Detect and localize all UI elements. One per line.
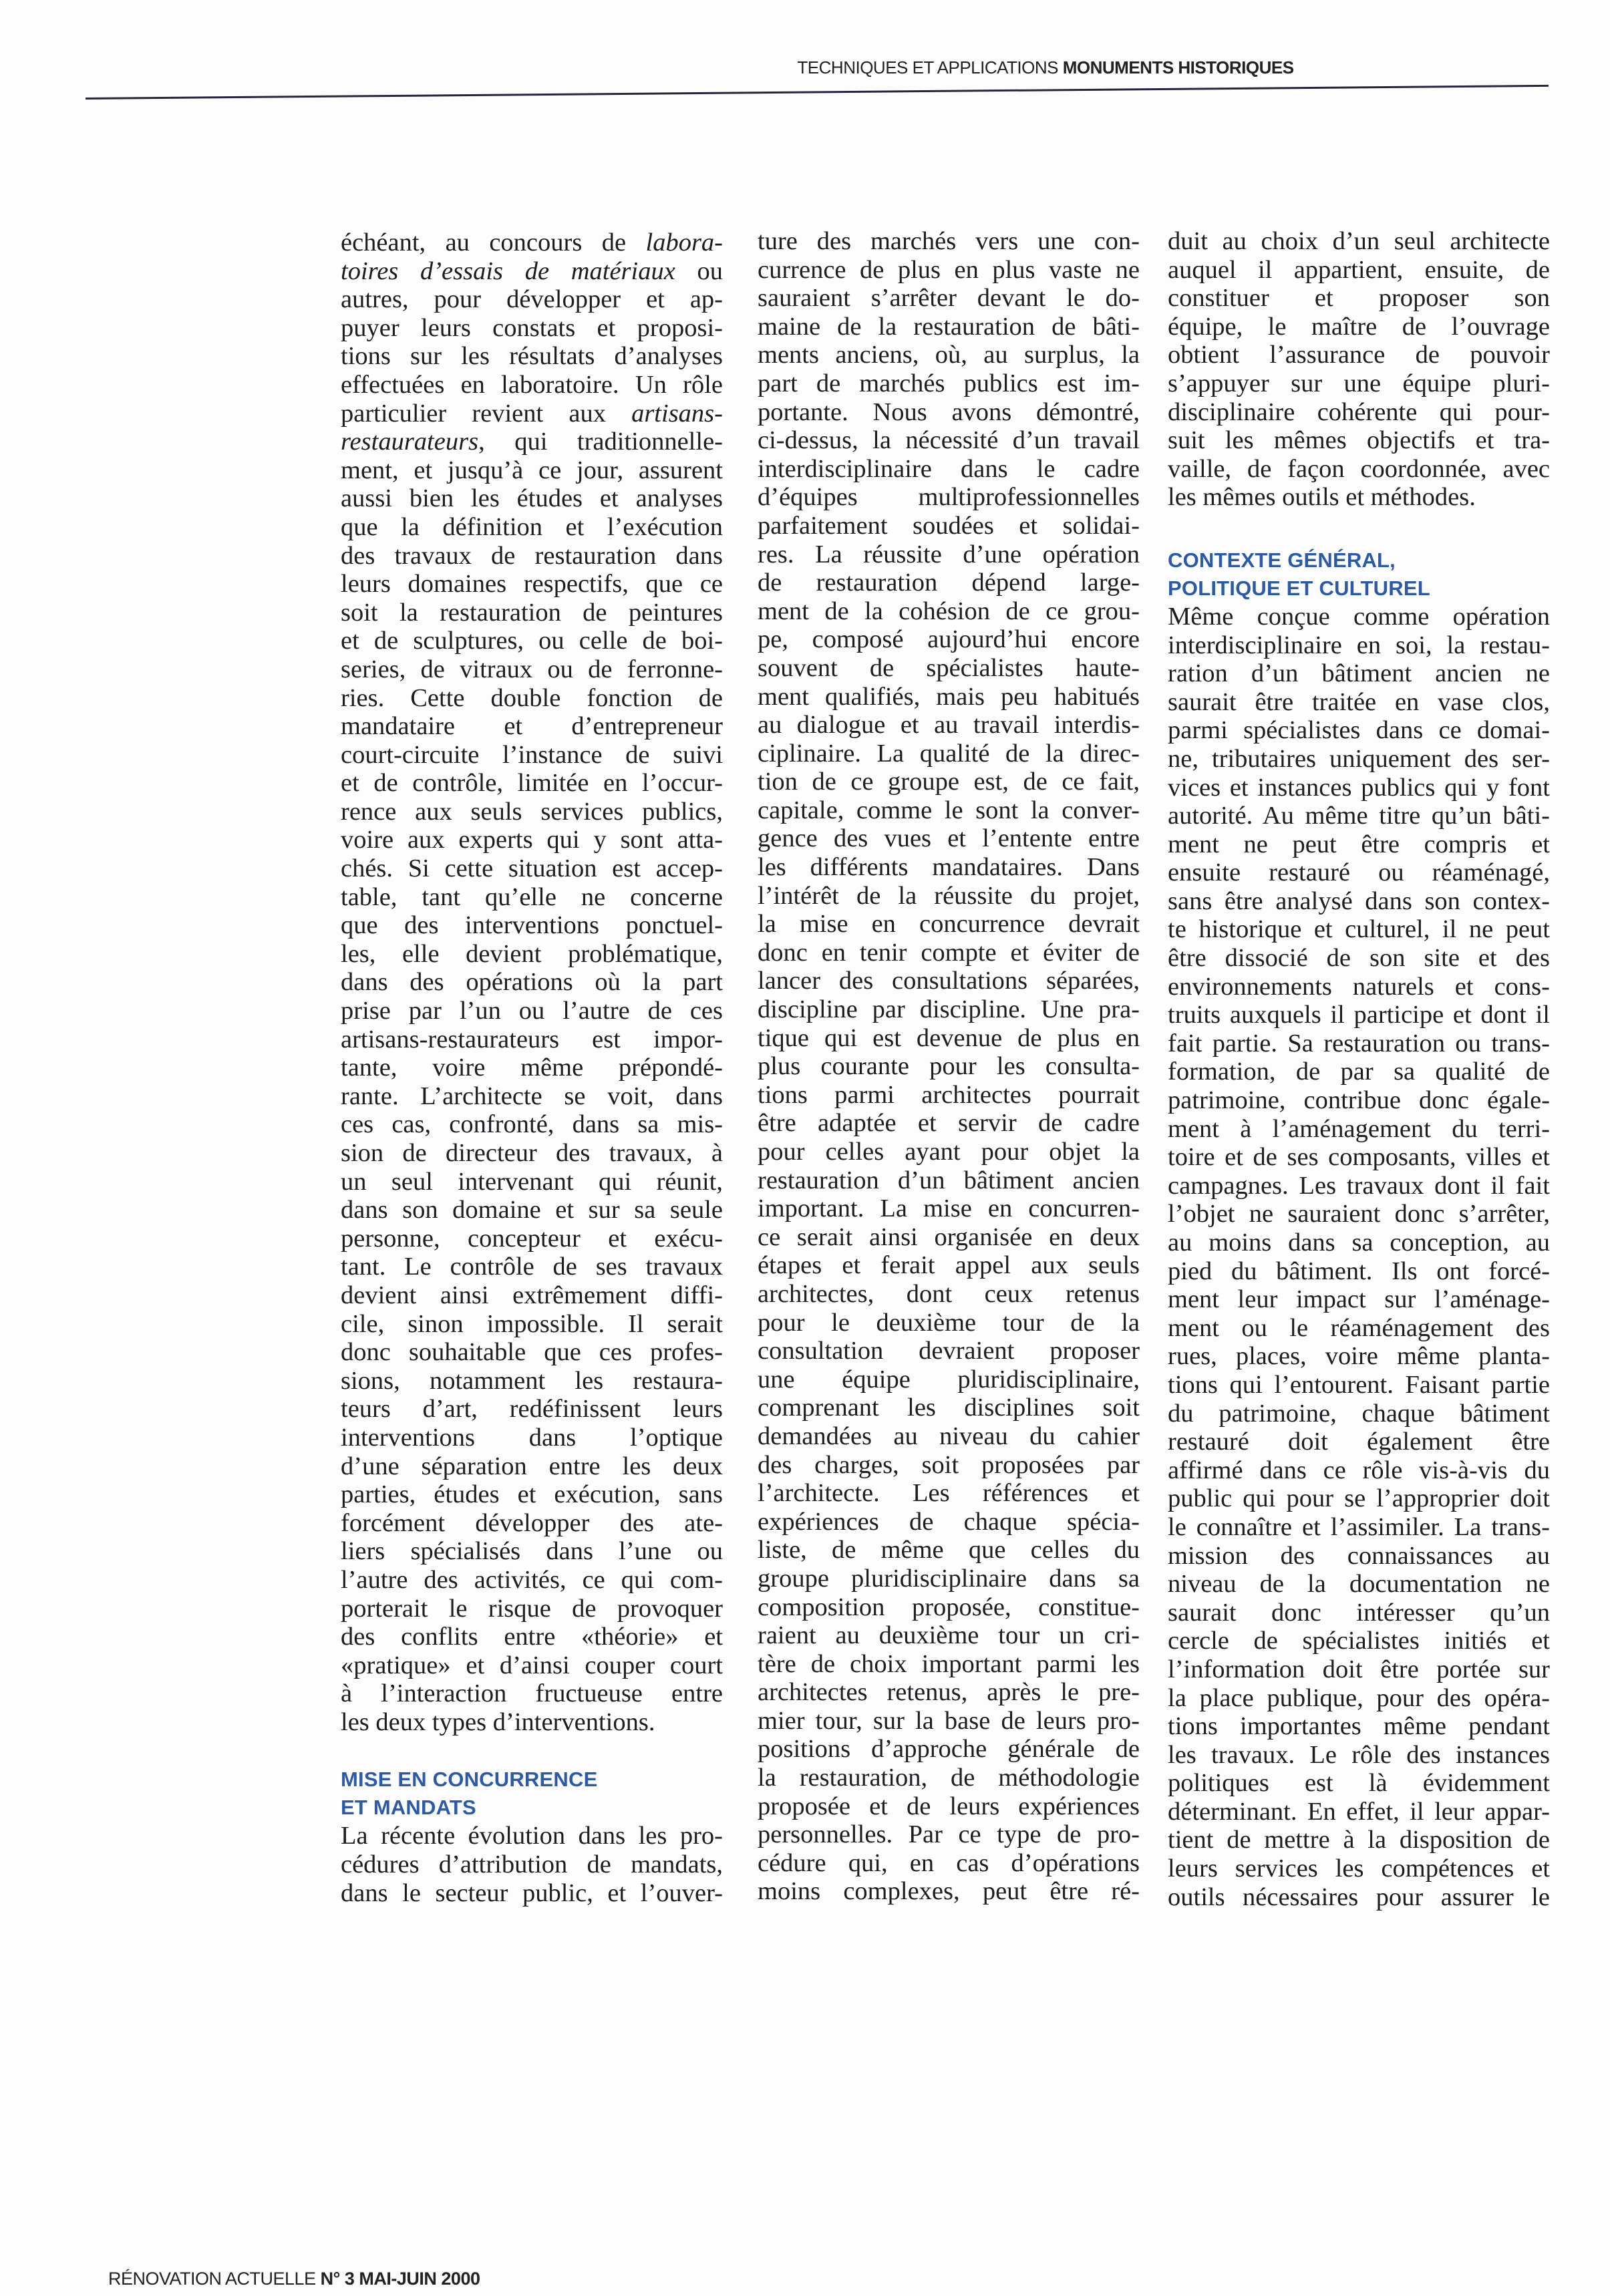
text-line: plus courante pour les consulta- [758,1052,1140,1081]
text-line: aussi bien les études et analyses [341,484,723,513]
paragraph [341,1822,723,1907]
text-line: ce serait ainsi organisée en deux [758,1222,1140,1251]
text-line: les deux types d’interventions. [341,1707,655,1736]
text-line: consultation devraient proposer [758,1337,1140,1365]
running-head [0,57,1610,78]
text-line: tant. Le contrôle de ses travaux [341,1253,723,1281]
text-line: d’équipes multiprofessionnelles [758,483,1140,512]
text-line: que des interventions ponctuel- [341,911,723,940]
text-line: liers spécialisés dans l’une ou [341,1537,723,1566]
text-line: particulier revient aux artisans- [341,399,723,428]
text-line: souvent de spécialistes haute- [758,653,1140,682]
text-line: ci-dessus, la nécessité d’un travail [758,426,1140,455]
text-line: public qui pour se l’approprier doit [1168,1484,1550,1513]
footer-publication: RÉNOVATION ACTUELLE [108,2269,316,2289]
text-line: au dialogue et au travail interdis- [758,711,1140,740]
heading-line: CONTEXTE GÉNÉRAL, [1168,548,1396,572]
text-line: moins complexes, peut être ré- [758,1877,1140,1906]
text-line: raient au deuxième tour un cri- [758,1621,1140,1650]
text-line: ries. Cette double fonction de [341,683,723,712]
text-line: part de marchés publics est im- [758,369,1140,397]
text-line: rante. L’architecte se voit, dans [341,1082,723,1110]
text-line: parties, études et exécution, sans [341,1480,723,1509]
footer-issue: N° 3 MAI-JUIN 2000 [320,2269,480,2289]
text-line: l’intérêt de la réussite du projet, [758,881,1140,910]
page-footer [108,2269,480,2289]
text-line: series, de vitraux ou de ferronne- [341,655,723,683]
text-line: environnements naturels et cons- [1168,972,1550,1001]
text-line: vaille, de façon coordonnée, avec [1168,454,1550,483]
text-line: de restauration dépend large- [758,568,1140,597]
text-line: affirmé dans ce rôle vis-à-vis du [1168,1456,1550,1484]
text-line: mier tour, sur la base de leurs pro- [758,1706,1140,1735]
text-line: constituer et proposer son [1168,284,1550,313]
text-line: saurait donc intéresser qu’un [1168,1598,1550,1627]
text-line: ture des marchés vers une con- [758,227,1140,255]
text-line: le connaître et l’assimiler. La trans- [1168,1512,1550,1541]
text-line: ne, tributaires uniquement des ser- [1168,744,1550,773]
text-line: pied du bâtiment. Ils ont forcé- [1168,1257,1550,1285]
text-line: toires d’essais de matériaux ou [341,257,723,285]
text-line: restauré doit également être [1168,1428,1550,1456]
text-line: portante. Nous avons démontré, [758,397,1140,426]
text-line: les travaux. Le rôle des instances [1168,1740,1550,1769]
text-line: tique qui est devenue de plus en [758,1023,1140,1052]
text-line: dans des opérations où la part [341,968,723,997]
text-line: outils nécessaires pour assurer le [1168,1882,1550,1911]
text-line: niveau de la documentation ne [1168,1570,1550,1599]
text-line: comprenant les disciplines soit [758,1393,1140,1422]
text-line: expériences de chaque spécia- [758,1507,1140,1536]
text-line: ment à l’aménagement du terri- [1168,1114,1550,1143]
text-line: pe, composé aujourd’hui encore [758,625,1140,654]
text-line: artisans-restaurateurs est impor- [341,1025,723,1053]
text-line: truits auxquels il participe et dont il [1168,1001,1550,1029]
text-line: obtient l’assurance de pouvoir [1168,341,1550,369]
heading-line: POLITIQUE ET CULTUREL [1168,576,1430,600]
text-line: des travaux de restauration dans [341,541,723,570]
text-line: «pratique» et d’ainsi couper court [341,1651,723,1679]
text-line: ration d’un bâtiment ancien ne [1168,659,1550,688]
text-line: leurs domaines respectifs, que ce [341,570,723,599]
text-line: des charges, soit proposées par [758,1450,1140,1479]
text-line: interdisciplinaire en soi, la restau- [1168,631,1550,659]
text-line: que la définition et l’exécution [341,512,723,541]
text-line: rues, places, voire même planta- [1168,1342,1550,1371]
text-line: disciplinaire cohérente qui pour- [1168,397,1550,426]
text-line: mission des connaissances au [1168,1541,1550,1570]
text-line: cédures d’attribution de mandats, [341,1850,723,1879]
text-line: sion de directeur des travaux, à [341,1139,723,1167]
text-line: Même conçue comme opération [1168,602,1550,631]
text-line: saurait être traitée en vase clos, [1168,687,1550,716]
text-line: l’objet ne sauraient donc s’arrêter, [1168,1200,1550,1228]
text-line: être adaptée et servir de cadre [758,1109,1140,1138]
text-line: à l’interaction fructueuse entre [341,1679,723,1708]
text-line: l’architecte. Les références et [758,1479,1140,1508]
text-line: des conflits entre «théorie» et [341,1623,723,1651]
running-head-rubric: MONUMENTS HISTORIQUES [1062,57,1294,77]
text-line: devient ainsi extrêmement diffi- [341,1281,723,1309]
paragraph [341,228,723,1736]
text-line: ment, et jusqu’à ce jour, assurent [341,456,723,484]
text-line: composition proposée, constitue- [758,1593,1140,1621]
header-rule [86,85,1549,100]
text-line: fait partie. Sa restauration ou trans- [1168,1029,1550,1057]
text-line: liste, de même que celles du [758,1536,1140,1565]
text-line: cercle de spécialistes initiés et [1168,1627,1550,1655]
text-line: tions parmi architectes pourrait [758,1080,1140,1109]
text-line: personne, concepteur et exécu- [341,1224,723,1253]
text-line: porterait le risque de provoquer [341,1594,723,1623]
text-line: campagnes. Les travaux dont il fait [1168,1171,1550,1200]
text-line: effectuées en laboratoire. Un rôle [341,370,723,399]
text-line: restauration d’un bâtiment ancien [758,1166,1140,1194]
text-line: toire et de ses composants, villes et [1168,1143,1550,1172]
text-line: leurs services les compétences et [1168,1854,1550,1883]
text-line: forcément développer des ate- [341,1508,723,1537]
text-line: currence de plus en plus vaste ne [758,255,1140,284]
text-line: politiques est là évidemment [1168,1769,1550,1798]
text-line: auquel il appartient, ensuite, de [1168,255,1550,284]
text-line: être dissocié de son site et des [1168,944,1550,973]
text-line: sans être analysé dans son contex- [1168,886,1550,915]
text-line: d’une séparation entre les deux [341,1452,723,1480]
text-line: autorité. Au même titre qu’un bâti- [1168,802,1550,830]
text-line: tère de choix important parmi les [758,1649,1140,1678]
heading-line: MISE EN CONCURRENCE [341,1768,598,1792]
text-line: important. La mise en concurren- [758,1194,1140,1223]
paragraph [1168,227,1550,512]
text-line: l’autre des activités, ce qui com- [341,1565,723,1594]
text-line: pour le deuxième tour de la [758,1308,1140,1337]
text-line: au moins dans sa conception, au [1168,1228,1550,1257]
text-line: la mise en concurrence devrait [758,910,1140,939]
text-line: parmi spécialistes dans ce domai- [1168,716,1550,745]
text-line: restaurateurs, qui traditionnelle- [341,428,723,456]
text-line: vices et instances publics qui y font [1168,773,1550,802]
text-line: discipline par discipline. Une pra- [758,995,1140,1024]
text-line: autres, pour développer et ap- [341,285,723,314]
text-line: te historique et culturel, il ne peut [1168,915,1550,944]
text-line: duit au choix d’un seul architecte [1168,227,1550,255]
text-line: patrimoine, contribue donc égale- [1168,1086,1550,1115]
text-line: interventions dans l’optique [341,1423,723,1452]
section-heading-contexte [1168,546,1550,603]
text-line: prise par l’un ou l’autre de ces [341,997,723,1025]
text-line: ciplinaire. La qualité de la direc- [758,739,1140,768]
text-line: teurs d’art, redéfinissent leurs [341,1395,723,1424]
text-line: dans son domaine et sur sa seule [341,1196,723,1224]
text-line: rence aux seuls services publics, [341,797,723,826]
text-line: les mêmes outils et méthodes. [1168,483,1476,512]
text-line: proposée et de leurs expériences [758,1792,1140,1820]
text-line: tion de ce groupe est, de ce fait, [758,768,1140,796]
text-line: res. La réussite d’une opération [758,540,1140,568]
text-line: les différents mandataires. Dans [758,853,1140,882]
text-line: architectes, dont ceux retenus [758,1279,1140,1308]
text-line: soit la restauration de peintures [341,598,723,627]
text-line: la restauration, de méthodologie [758,1764,1140,1792]
text-line: ment qualifiés, mais peu habitués [758,682,1140,711]
paragraph [758,227,1140,1906]
text-line: sauraient s’arrêter devant le do- [758,284,1140,313]
text-line: chés. Si cette situation est accep- [341,854,723,883]
text-line: positions d’approche générale de [758,1735,1140,1764]
running-head-section: TECHNIQUES ET APPLICATIONS [797,57,1058,77]
text-line: tante, voire même prépondé- [341,1053,723,1082]
text-line: ensuite restauré ou réaménagé, [1168,858,1550,887]
text-line: mandataire et d’entrepreneur [341,712,723,741]
heading-line: ET MANDATS [341,1796,476,1820]
text-line: interdisciplinaire dans le cadre [758,454,1140,483]
text-line: ment de la cohésion de ce grou- [758,597,1140,625]
text-line: échéant, au concours de labora- [341,228,723,257]
text-line: ment ne peut être compris et [1168,830,1550,858]
text-line: court-circuite l’instance de suivi [341,740,723,769]
text-line: voire aux experts qui y sont atta- [341,826,723,854]
text-line: lancer des consultations séparées, [758,967,1140,995]
text-line: ments anciens, où, au surplus, la [758,341,1140,369]
text-line: parfaitement soudées et solidai- [758,511,1140,540]
text-line: s’appuyer sur une équipe pluri- [1168,369,1550,397]
text-line: puyer leurs constats et proposi- [341,313,723,342]
text-line: personnelles. Par ce type de pro- [758,1820,1140,1849]
text-line: gence des vues et l’entente entre [758,824,1140,853]
text-line: ment leur impact sur l’aménage- [1168,1285,1550,1314]
text-line: groupe pluridisciplinaire dans sa [758,1564,1140,1593]
text-line: capitale, comme le sont la conver- [758,796,1140,824]
text-line: déterminant. En effet, il leur appar- [1168,1797,1550,1826]
text-line: tient de mettre à la disposition de [1168,1826,1550,1854]
text-line: les, elle devient problématique, [341,939,723,968]
text-line: du patrimoine, chaque bâtiment [1168,1399,1550,1428]
text-line: tions importantes même pendant [1168,1712,1550,1741]
text-line: donc souhaitable que ces profes- [341,1338,723,1367]
section-heading-mise-en-concurrence [341,1766,723,1822]
text-line: et de contrôle, limitée en l’occur- [341,769,723,798]
text-line: cile, sinon impossible. Il serait [341,1309,723,1338]
text-line: la place publique, pour des opéra- [1168,1683,1550,1712]
text-line: suit les mêmes objectifs et tra- [1168,426,1550,455]
text-line: table, tant qu’elle ne concerne [341,882,723,911]
text-line: maine de la restauration de bâti- [758,312,1140,341]
text-line: pour celles ayant pour objet la [758,1138,1140,1166]
text-line: architectes retenus, après le pre- [758,1678,1140,1707]
column-2 [758,227,1140,1906]
text-line: l’information doit être portée sur [1168,1655,1550,1683]
text-line: tions qui l’entourent. Faisant partie [1168,1370,1550,1399]
text-line: sions, notamment les restaura- [341,1366,723,1395]
text-line: dans le secteur public, et l’ouver- [341,1878,723,1907]
text-line: tions sur les résultats d’analyses [341,342,723,371]
paragraph [1168,603,1550,1911]
text-line: donc en tenir compte et éviter de [758,938,1140,967]
text-line: et de sculptures, ou celle de boi- [341,627,723,655]
column-1 [341,228,723,1907]
column-3 [1168,227,1550,1911]
text-line: une équipe pluridisciplinaire, [758,1365,1140,1393]
text-line: équipe, le maître de l’ouvrage [1168,312,1550,341]
text-line: La récente évolution dans les pro- [341,1822,723,1850]
text-line: ment ou le réaménagement des [1168,1313,1550,1342]
text-line: un seul intervenant qui réunit, [341,1167,723,1196]
text-line: étapes et ferait appel aux seuls [758,1251,1140,1280]
text-line: demandées au niveau du cahier [758,1422,1140,1450]
text-line: formation, de par sa qualité de [1168,1057,1550,1086]
text-line: cédure qui, en cas d’opérations [758,1848,1140,1877]
text-line: ces cas, confronté, dans sa mis- [341,1110,723,1139]
